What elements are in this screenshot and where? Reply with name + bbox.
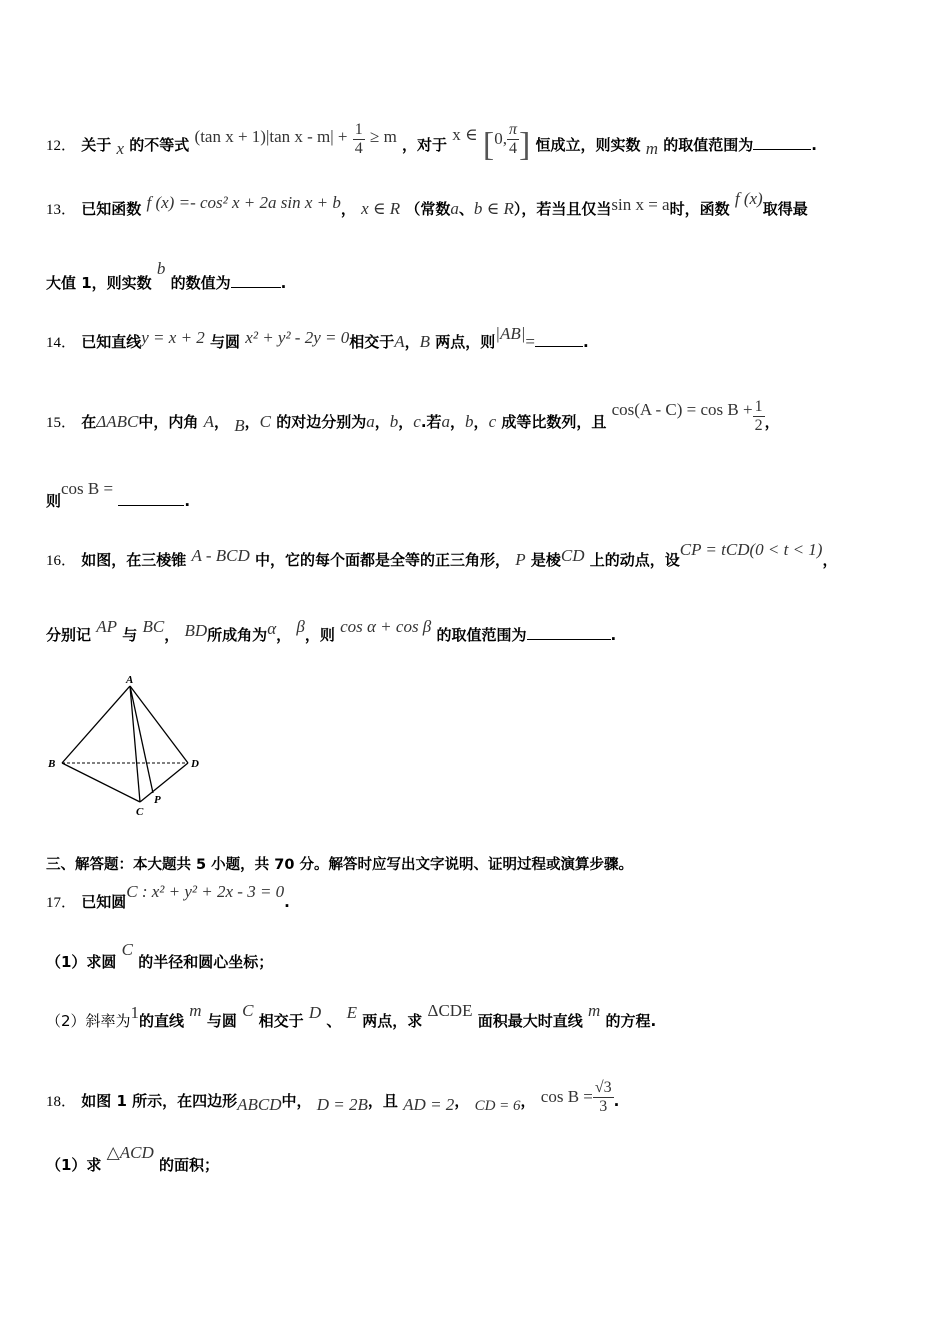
question-13 (46, 189, 808, 220)
edge-BC (62, 763, 140, 802)
text: ， (822, 551, 838, 569)
question-12 (46, 121, 817, 164)
math-expression: ΔCDE (427, 1001, 473, 1020)
text: 是棱 (530, 551, 561, 569)
text: 相交于 (349, 333, 395, 351)
text: 时，函数 (669, 200, 730, 218)
text: 恒成立，则实数 (535, 136, 641, 154)
text: 分别记 (46, 626, 92, 644)
math-expression: cos B = (61, 479, 114, 498)
fraction (593, 1079, 614, 1116)
text: 关于 (81, 136, 112, 154)
math-var: c (488, 412, 497, 431)
math-var: a (450, 199, 459, 218)
text: ， (214, 413, 230, 431)
math-var: E (346, 1003, 358, 1022)
math-expression: f (x) (734, 189, 763, 208)
question-number: 17． (46, 895, 77, 911)
text: ，且 (367, 1092, 398, 1110)
text: ， (454, 1092, 470, 1110)
denominator: 4 (354, 140, 363, 157)
math-expression: △ACD (106, 1143, 154, 1162)
text: 如图，在三棱锥 (81, 551, 187, 569)
question-number: 16． (46, 553, 77, 569)
answer-blank[interactable] (118, 491, 184, 506)
math-expression: (tan x + 1)|tan x - m| + (194, 127, 348, 146)
math-var: C (259, 412, 271, 431)
answer-blank[interactable] (753, 135, 811, 150)
text: . (610, 626, 617, 644)
numerator: √3 (594, 1079, 612, 1096)
edge-AC (130, 686, 140, 802)
section-title: 三、解答题：本大题共 5 小题，共 70 分。解答时应写出文字说明、证明过程或演算步骤。 (46, 857, 633, 873)
text: 的对边分别为 (276, 413, 367, 431)
text: 的不等式 (129, 136, 190, 154)
math-var: a (366, 412, 375, 431)
text: 所成角为 (207, 626, 268, 644)
right-bracket: ] (518, 126, 531, 164)
math-expression: ABCD (237, 1095, 282, 1114)
tetrahedron-figure (42, 670, 212, 820)
question-16-line-2 (46, 617, 617, 645)
section-heading (46, 855, 633, 875)
math-var: P (515, 550, 526, 569)
numerator: π (508, 121, 517, 138)
math-number: 1 (130, 1003, 140, 1022)
text: 则 (46, 492, 62, 510)
fraction (353, 121, 365, 158)
math-var: b (156, 259, 166, 278)
text: ， (473, 413, 489, 431)
text: ， (244, 413, 260, 431)
label-C: C (136, 806, 144, 818)
math-expression: sin x = a (611, 195, 670, 214)
text: 上的动点，设 (589, 551, 680, 569)
text: 相交于 (258, 1012, 304, 1030)
question-18-part-1 (46, 1143, 219, 1175)
math-var: A (203, 412, 214, 431)
math-expression: |AB| (495, 324, 526, 343)
text: 、 (458, 200, 474, 218)
math-expression: cos(A - C) = cos B + (611, 400, 753, 419)
math-expression: D = 2B (316, 1095, 368, 1114)
math-expression: cos B = (540, 1087, 593, 1106)
math-var: c (413, 412, 421, 431)
part-label: （1）求 (46, 1156, 102, 1174)
math-var: β (296, 617, 305, 636)
math-expression: ≥ m (369, 127, 397, 146)
text: 大值 1，则实数 (46, 274, 152, 292)
text: 中，内角 (138, 413, 199, 431)
question-17 (46, 882, 290, 913)
text: 的数值为 (170, 274, 231, 292)
text: . (613, 1092, 620, 1110)
text: . (184, 492, 191, 510)
text: ，则 (304, 626, 335, 644)
math-expression: cos α + cos β (340, 617, 432, 636)
math-var: m (189, 1001, 202, 1020)
math-expression: y = x + 2 (141, 328, 205, 347)
question-17-part-2 (46, 1001, 657, 1031)
question-number: 15． (46, 415, 77, 431)
text: 面积最大时直线 (477, 1012, 583, 1030)
text: 在 (81, 413, 97, 431)
text: ， (764, 413, 780, 431)
answer-blank[interactable] (231, 273, 281, 288)
question-14 (46, 324, 589, 353)
label-A: A (126, 674, 134, 686)
text: .若 (420, 413, 442, 431)
math-expression: BC (142, 617, 165, 636)
numerator: 1 (754, 398, 763, 415)
text: ， (374, 413, 390, 431)
text: 与圆 (206, 1012, 237, 1030)
math-var: C (242, 1001, 254, 1020)
math-expression: b ∈ R (473, 199, 514, 218)
text: . (284, 893, 290, 911)
text: 已知圆 (81, 893, 127, 911)
math-expression: AP (96, 617, 118, 636)
math-expression: 0, (494, 129, 507, 148)
math-expression: A - BCD (191, 546, 250, 565)
text: 的取值范围为 (436, 626, 527, 644)
question-17-part-1 (46, 940, 274, 972)
text: 的半径和圆心坐标； (138, 953, 274, 971)
question-15-line-2 (46, 479, 191, 511)
numerator: 1 (354, 121, 363, 138)
text: ， (340, 200, 356, 218)
text: 两点，则 (435, 333, 496, 351)
text: ，对于 (402, 136, 448, 154)
math-var: a (441, 412, 451, 431)
text: 与圆 (210, 333, 241, 351)
math-var: m (587, 1001, 601, 1020)
math-var: B (419, 332, 431, 351)
text: . (583, 333, 589, 351)
text: 两点，求 (362, 1012, 423, 1030)
edge-AB (62, 686, 130, 763)
text: ， (398, 413, 414, 431)
text: = (525, 332, 536, 351)
text: 已知直线 (81, 333, 142, 351)
math-expression: CD = 6 (474, 1098, 521, 1114)
math-expression: x² + y² - 2y = 0 (245, 328, 350, 347)
math-expression: CP = tCD(0 < t < 1) (679, 540, 823, 559)
fraction (753, 398, 765, 435)
math-expression: x ∈ R (361, 199, 401, 218)
math-expression: ΔABC (96, 412, 139, 431)
text: . (811, 136, 817, 154)
answer-blank[interactable] (527, 625, 611, 640)
text: 取得最 (762, 200, 808, 218)
text: . (280, 274, 287, 292)
math-var: m (645, 139, 659, 158)
left-bracket: [ (482, 126, 495, 164)
text: ， (164, 626, 180, 644)
math-var: D (308, 1003, 322, 1022)
math-expression: CD (560, 546, 585, 565)
text: ， (404, 333, 420, 351)
math-var: B (234, 416, 245, 435)
question-number: 14． (46, 335, 77, 351)
denominator: 4 (508, 140, 517, 157)
text: 的面积； (158, 1156, 219, 1174)
text: 已知函数 (81, 200, 142, 218)
label-P: P (154, 794, 161, 806)
text: 的直线 (139, 1012, 185, 1030)
math-var: b (465, 412, 474, 431)
question-number: 18． (46, 1094, 77, 1110)
question-13-line-2 (46, 259, 287, 293)
math-var: x (116, 139, 125, 158)
text: ， (276, 626, 292, 644)
fraction (507, 121, 519, 158)
label-B: B (48, 758, 56, 770)
math-expression: f (x) =- cos² x + 2a sin x + b (146, 193, 341, 212)
text: ， (450, 413, 466, 431)
math-var: C (121, 940, 134, 959)
math-var: α (267, 619, 277, 638)
math-var: A (394, 332, 405, 351)
answer-blank[interactable] (535, 332, 583, 347)
question-number: 12． (46, 138, 77, 154)
text: ），若当且仅当 (513, 200, 612, 218)
text: 如图 1 所示，在四边形 (81, 1092, 238, 1110)
part-label: （1）求圆 (46, 953, 117, 971)
text: 成等比数列，且 (501, 413, 607, 431)
text: （常数 (405, 200, 451, 218)
question-number: 13． (46, 202, 77, 218)
math-var: b (389, 412, 399, 431)
text: 中，它的每个面都是全等的正三角形， (254, 551, 510, 569)
question-18 (46, 1079, 620, 1120)
text: ， (520, 1092, 536, 1110)
question-15 (46, 398, 780, 441)
denominator: 2 (754, 417, 763, 434)
question-16 (46, 540, 838, 571)
math-expression: x ∈ (452, 125, 478, 144)
denominator: 3 (599, 1098, 608, 1115)
text: 中， (281, 1092, 312, 1110)
math-expression: AD = 2 (403, 1095, 455, 1114)
label-D: D (191, 758, 199, 770)
math-expression: C : x² + y² + 2x - 3 = 0 (126, 882, 285, 901)
text: 的取值范围为 (663, 136, 754, 154)
text: 的方程. (605, 1012, 657, 1030)
text: 、 (326, 1012, 342, 1030)
part-label: （2）斜率为 (46, 1012, 131, 1030)
math-expression: BD (184, 621, 208, 640)
text: 与 (122, 626, 138, 644)
